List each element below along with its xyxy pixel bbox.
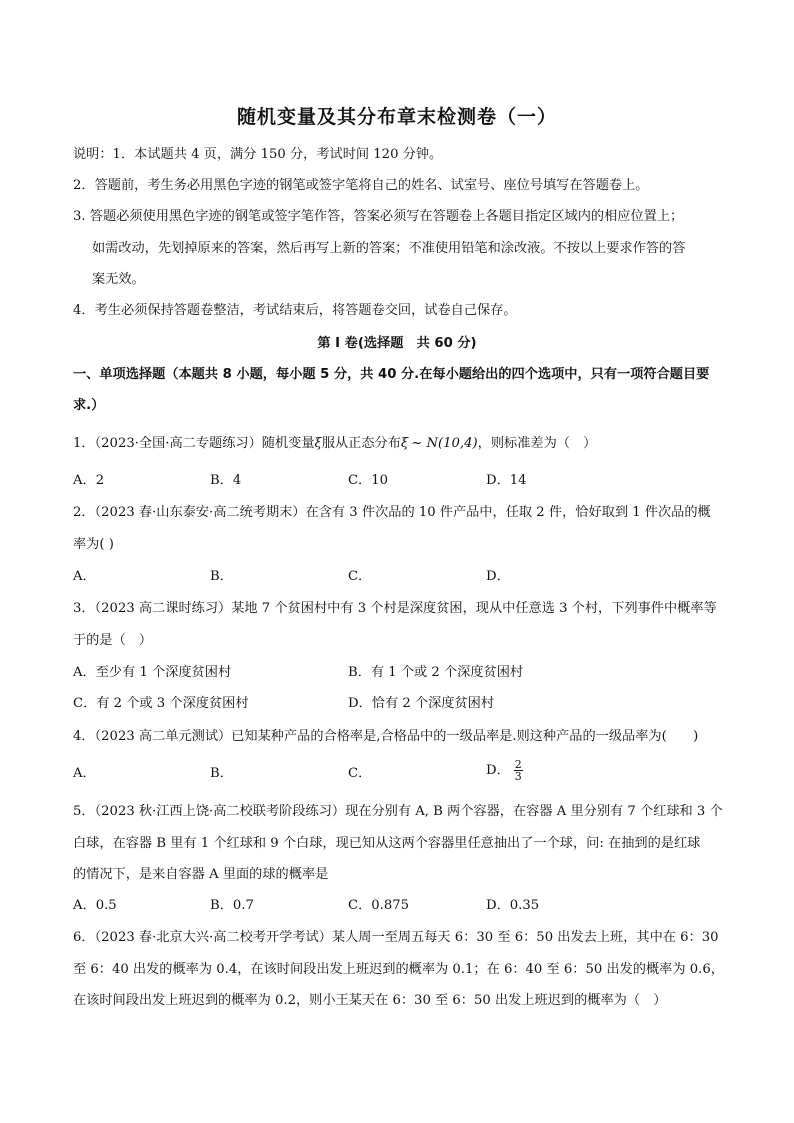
option-a: A．2	[73, 473, 105, 488]
option-a: A．	[73, 766, 96, 781]
question-3-stem: 于的是（ ）	[73, 633, 153, 648]
option-b: B．有 1 个或 2 个深度贫困村	[348, 665, 524, 680]
option-b: B．0.7	[210, 898, 254, 913]
question-text: 服从正态分布	[321, 436, 401, 451]
option-c: C．10	[348, 473, 389, 488]
option-c: C．0.875	[348, 898, 410, 913]
option-c: C．	[348, 569, 372, 584]
question-5-stem: 5．（2023 秋·江西上饶·高二校联考阶段练习）现在分别有 A, B 两个容器，在容器 A 里分别有 7 个红球和 3 个	[73, 804, 723, 819]
option-d: D．恰有 2 个深度贫困村	[348, 696, 495, 711]
fraction-numerator: 2	[514, 758, 522, 771]
fraction	[514, 759, 523, 782]
option-label: D．	[486, 763, 510, 778]
instruction-line: 4．考生必须保持答题卷整洁，考试结束后，将答题卷交回，试卷自己保存。	[73, 303, 517, 318]
question-6-stem: 在该时间段出发上班迟到的概率为 0.2，则小王某天在 6：30 至 6：50 出发上班迟到的概率为（ ）	[73, 993, 667, 1008]
question-2-stem: 率为( )	[73, 537, 114, 552]
question-6-stem: 6．（2023 春·北京大兴·高二校考开学考试）某人周一至周五每天 6：30 至 6：50 出发去上班，其中在 6：30	[73, 930, 719, 945]
option-d	[486, 759, 523, 782]
option-d: D．	[486, 569, 510, 584]
option-a: A．至少有 1 个深度贫困村	[73, 665, 232, 680]
instruction-line: 案无效。	[92, 272, 145, 287]
option-a: A．	[73, 569, 96, 584]
page-title: 随机变量及其分布章末检测卷（一）	[236, 106, 557, 128]
option-a: A．0.5	[73, 898, 117, 913]
xi-symbol: ξ	[314, 436, 322, 451]
question-2-stem: 2．（2023 春·山东泰安·高二统考期末）在含有 3 件次品的 10 件产品中，任取 2 件，恰好取到 1 件次品的概	[73, 505, 711, 520]
option-b: B．	[210, 569, 233, 584]
option-c: C．有 2 个或 3 个深度贫困村	[73, 696, 249, 711]
instruction-line: 如需改动，先划掉原来的答案，然后再写上新的答案；不准使用铅笔和涂改液。不按以上要求作答的答	[92, 241, 686, 256]
option-c: C．	[348, 766, 372, 781]
question-text: ，则标准差为（ ）	[477, 436, 597, 451]
distribution-expression: ~ N(10,4)	[411, 436, 478, 451]
option-d: D．0.35	[486, 898, 540, 913]
option-b: B．	[210, 766, 233, 781]
fraction-denominator: 3	[514, 770, 522, 783]
instruction-line: 3. 答题必须使用黑色字迹的钢笔或签字笔作答，答案必须写在答题卷上各题目指定区域内的相应位置上；	[73, 209, 684, 224]
instruction-line: 说明：1．本试题共 4 页，满分 150 分，考试时间 120 分钟。	[73, 147, 443, 162]
part-heading: 一、单项选择题（本题共 8 小题，每小题 5 分，共 40 分.在每小题给出的四个选项中，只有一项符合题目要	[73, 367, 710, 382]
question-6-stem: 至 6：40 出发的概率为 0.4，在该时间段出发上班迟到的概率为 0.1；在 6：40 至 6：50 出发的概率为 0.6，	[73, 962, 724, 977]
xi-symbol: ξ	[400, 436, 409, 451]
question-text: 1．（2023·全国·高二专题练习）随机变量	[73, 436, 315, 451]
question-4-stem: 4．（2023 高二单元测试）已知某种产品的合格率是,合格品中的一级品率是.则这种产品的一级品率为( )	[73, 729, 699, 744]
question-5-stem: 的情况下，是来自容器 A 里面的球的概率是	[73, 867, 329, 882]
instruction-line: 2．答题前，考生务必用黑色字迹的钢笔或签字笔将自己的姓名、试室号、座位号填写在答题卷上。	[73, 178, 649, 193]
question-1-stem	[73, 435, 596, 453]
question-5-stem: 白球，在容器 B 里有 1 个红球和 9 个白球，现已知从这两个容器里任意抽出了一个球，问: 在抽到的是红球	[73, 836, 701, 851]
option-d: D．14	[486, 473, 527, 488]
question-3-stem: 3．（2023 高二课时练习）某地 7 个贫困村中有 3 个村是深度贫困，现从中任意选 3 个村，下列事件中概率等	[73, 601, 717, 616]
section-title: 第 I 卷(选择题 共 60 分)	[317, 336, 477, 351]
option-b: B．4	[210, 473, 242, 488]
part-heading: 求.）	[73, 398, 105, 413]
